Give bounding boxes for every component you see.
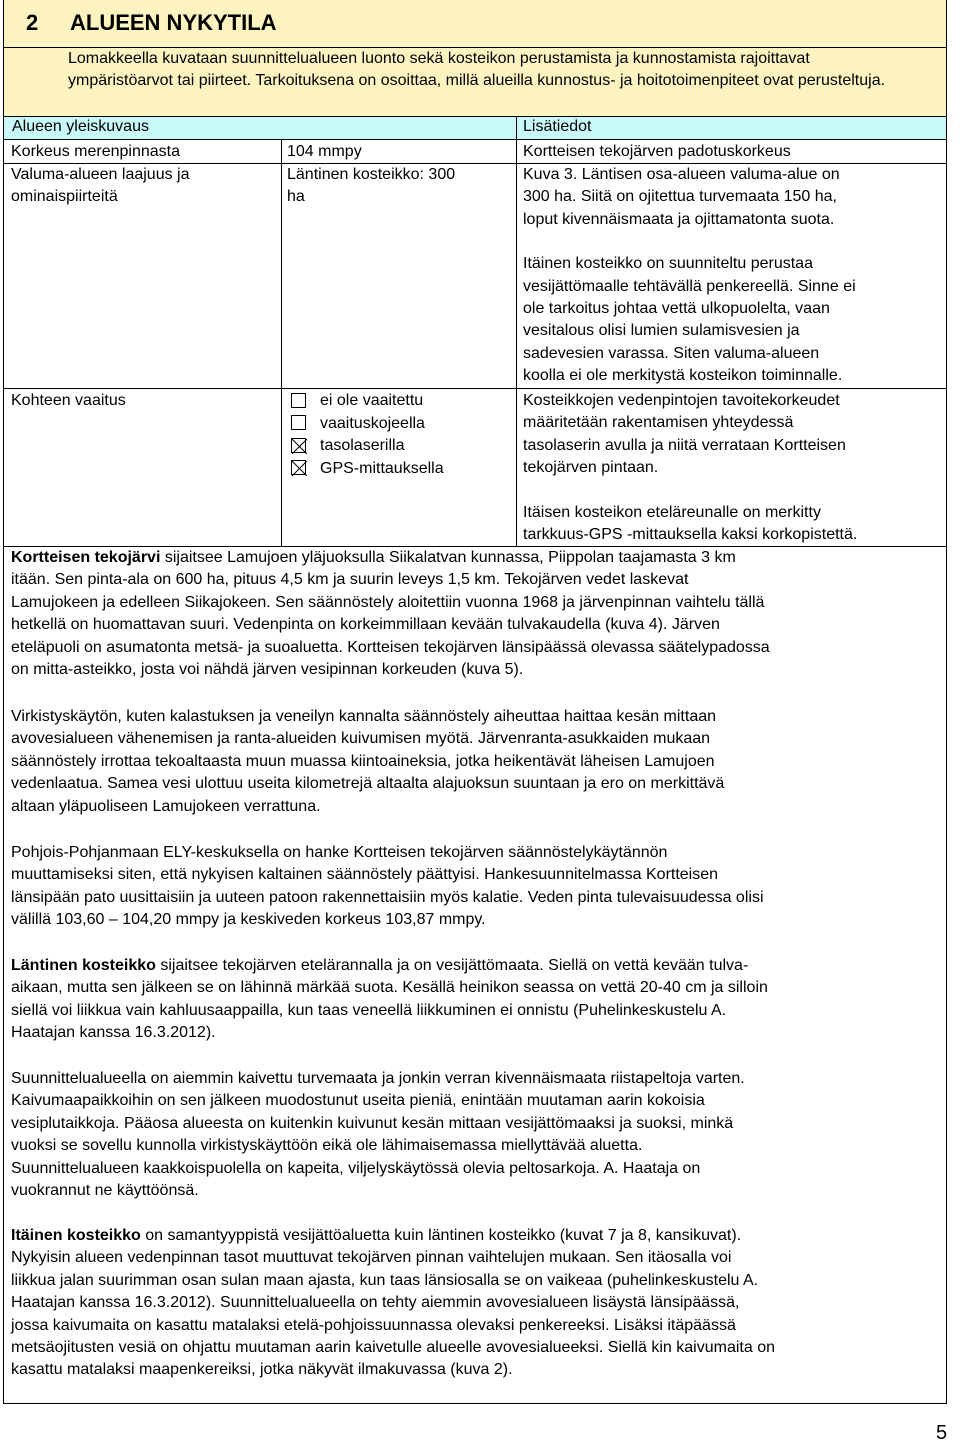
option-label: ei ole vaaitettu: [320, 392, 424, 409]
paragraph-line: Suunnittelualueen kaakkoispuolella on kapeita, viljelyskäytössä olevia peltosarkoja. A. Haataja on: [11, 1159, 701, 1177]
paragraph-line: välillä 103,60 – 104,20 mmpy ja keskiveden korkeus 103,87 mmpy.: [11, 911, 486, 929]
paragraph-line: itään. Sen pinta-ala on 600 ha, pituus 4,5 km ja suurin leveys 1,5 km. Tekojärven vedet laskevat: [11, 571, 689, 589]
paragraph-line: Kaivumaapaikkoihin on sen jälkeen muodostunut useita pieniä, enintään muutaman aarin kokoisia: [11, 1092, 705, 1110]
info-line: koolla ei ole merkitystä kosteikon toiminnalle.: [523, 367, 843, 385]
info-line: Kuva 3. Läntisen osa-alueen valuma-alue on: [523, 166, 840, 183]
info-line: ole tarkoitus johtaa vettä ulkopuolelta, vaan: [523, 300, 830, 318]
option-label: vaaituskojeella: [320, 415, 425, 432]
divider: [4, 116, 946, 117]
paragraph-western-wetland: [11, 955, 941, 1045]
section-title: ALUEEN NYKYTILA: [70, 10, 277, 35]
paragraph-reservoir: [11, 547, 941, 681]
paragraph-line: altaan yläpuoliseen Lamujokeen verrattuna.: [11, 797, 321, 815]
paragraph-line: eteläpuoli on asumatonta metsä- ja suoaluetta. Kortteisen tekojärven länsipäässä olevassa säätelypadossa: [11, 638, 770, 656]
checkbox-laser-level[interactable]: [291, 438, 306, 453]
section-header: [4, 0, 946, 48]
header-left-label: Alueen yleiskuvaus: [12, 118, 149, 135]
checkbox-not-leveled[interactable]: [291, 393, 306, 408]
paragraph-line: Suunnittelualueella on aiemmin kaivettu turvemaata ja jonkin verran kivennäismaata riistapeltoja varten.: [11, 1070, 745, 1087]
info-line: tasolaserin avulla ja niitä verrataan Kortteisen: [523, 436, 846, 454]
paragraph-line: muuttamiseksi siten, että nykyisen kaltainen säännöstely päättyisi. Hankesuunnitelmassa Kortteisen: [11, 866, 719, 884]
requirement-info: [523, 390, 857, 546]
paragraph-line: metsäojitusten vesiä on ohjattu muutaman aarin kaivetulle alueelle avovesialueeksi. Siellä kin kaivumaita on: [11, 1339, 775, 1357]
intro-box: [4, 48, 946, 116]
paragraph-line: vuoksi se sovellu kunnolla virkistyskäyttöön eikä ole lähimaisemassa miellyttävää aluetta.: [11, 1137, 643, 1155]
height-info: Kortteisen tekojärven padotuskorkeus: [523, 143, 791, 160]
info-line: sadevesien varassa. Siten valuma-alueen: [523, 344, 820, 362]
paragraph-line: Virkistyskäytön, kuten kalastuksen ja veneilyn kannalta säännöstely aiheuttaa haittaa kesän mittaan: [11, 708, 717, 725]
paragraph-recreation: [11, 706, 941, 818]
check-x-icon: [292, 439, 307, 454]
requirement-label: Kohteen vaaitus: [11, 392, 126, 409]
paragraph-line: vuokrannut ne käyttöönsä.: [11, 1182, 199, 1200]
paragraph-line: sijaitsee Lamujoen yläjuoksulla Siikalatvan kunnassa, Piippolan taajamasta 3 km: [160, 549, 736, 566]
paragraph-line: vesiplutaikkoja. Pääosa alueesta on kuitenkin kuivunut kesän mittaan vesijättömaaksi ja suoksi, minkä: [11, 1114, 734, 1132]
catchment-value-line: ha: [287, 188, 305, 206]
table-header: [4, 116, 946, 139]
info-line: Itäisen kosteikon eteläreunalle on merkitty: [523, 503, 821, 521]
paragraph-line: Haatajan kanssa 16.3.2012). Suunnittelualueella on tehty aiemmin avovesialueen lisäystä länsipäässä,: [11, 1294, 740, 1312]
divider: [4, 388, 946, 389]
catchment-label-line: Valuma-alueen laajuus ja: [11, 166, 190, 183]
paragraph-line: sijaitsee tekojärven etelärannalla ja on vesijättömaata. Siellä on vettä kevään tulva-: [155, 957, 749, 974]
option-label: GPS-mittauksella: [320, 460, 444, 477]
paragraph-line: Lamujokeen ja edelleen Siikajokeen. Sen säännöstely aloitettiin vuonna 1968 ja järvenpinnan vaihtelu tällä: [11, 593, 765, 611]
column-divider: [516, 116, 517, 546]
section-number: 2: [26, 10, 39, 35]
info-line: Itäinen kosteikko on suunniteltu perustaa: [523, 255, 813, 273]
paragraph-line: jossa kaivumaita on kasattu matalaksi etelä-pohjoissuunnassa olevaksi penkereeksi. Lisäksi itäpäässä: [11, 1316, 736, 1334]
divider: [4, 139, 946, 140]
paragraph-eastern-wetland: [11, 1225, 941, 1382]
info-line: 300 ha. Siitä on ojitettua turvemaata 150 ha,: [523, 188, 837, 206]
paragraph-line: on samantyyppistä vesijättöaluetta kuin läntinen kosteikko (kuvat 7 ja 8, kansikuvat).: [140, 1227, 742, 1244]
paragraph-ely: [11, 842, 941, 932]
info-line: tekojärven pintaan.: [523, 459, 659, 477]
catchment-label: [11, 164, 189, 209]
paragraph-line: on mitta-asteikko, josta voi nähdä järven vesipinnan korkeuden (kuva 5).: [11, 661, 524, 679]
page-number: 5: [936, 1422, 948, 1444]
height-value: 104 mmpy: [287, 143, 362, 160]
catchment-label-line: ominaispiirteitä: [11, 188, 118, 206]
paragraph-line: hetkellä on huomattavan suuri. Vedenpinta on korkeimmillaan kevään tulvakaudella (kuva 4). Järven: [11, 616, 720, 634]
paragraph-line: avovesialueen vähenemisen ja ranta-alueiden kuivumisen myötä. Järvenranta-asukkaiden mukaan: [11, 730, 711, 748]
intro-text: Lomakkeella kuvataan suunnittelualueen luonto sekä kosteikon perustamista ja kunnostamista rajoittavat ympäristöarvot tai piirteet. Tarkoituksena on osoittaa, millä alueilla kunnostus- ja hoitotoimenpiteet ovat perusteltuja.: [68, 50, 886, 90]
info-line: tarkkuus-GPS -mittauksella kaksi korkopistettä.: [523, 526, 858, 544]
catchment-value-line: Läntinen kosteikko: 300: [287, 166, 456, 183]
paragraph-line: siellä voi liikkua vain kahluusaappailla, kun taas veneellä liikkuminen ei onnistu (Puhelinkeskustelu A.: [11, 1001, 727, 1019]
paragraph-line: Pohjois-Pohjanmaan ELY-keskuksella on hanke Kortteisen tekojärven säännöstelykäytännön: [11, 844, 668, 861]
option-label: tasolaserilla: [320, 437, 405, 454]
paragraph-line: kasattu matalaksi maapenkereiksi, jotka näkyvät ilmakuvassa (kuva 2).: [11, 1361, 513, 1379]
checkbox-gps[interactable]: [291, 460, 306, 475]
paragraph-line: länsipään pato uusittaisiin ja uuteen patoon rakennettaisiin myös kalatie. Veden pinta tulevaisuudessa olisi: [11, 888, 764, 906]
info-line: määritetään rakentamisen yhteydessä: [523, 414, 794, 432]
paragraph-line: vedenlaatua. Samea vesi ulottuu useita kilometrejä altaalta alajuoksun suuntaan ja ero on merkittävä: [11, 775, 725, 793]
paragraph-line: Nykyisin alueen vedenpinnan tasot muuttuvat tekojärven pinnan vaihtelujen mukaan. Sen itäosalla voi: [11, 1249, 732, 1267]
paragraph-line: Haatajan kanssa 16.3.2012).: [11, 1024, 216, 1042]
paragraph-lead: Kortteisen tekojärvi: [11, 549, 161, 566]
paragraph-planning-area: [11, 1068, 941, 1202]
info-line: Kosteikkojen vedenpintojen tavoitekorkeudet: [523, 392, 840, 409]
paragraph-lead: Läntinen kosteikko: [11, 957, 156, 974]
paragraph-line: aikaan, mutta sen jälkeen se on lähinnä märkää suota. Kesällä heinikon seassa on vettä 20-40 cm ja silloin: [11, 979, 768, 997]
paragraph-line: liikkua jalan suurimman osan sulan maan ajasta, kun taas länsiosalla se on vaikeaa (puhelinkeskustelu A.: [11, 1271, 759, 1289]
catchment-value: [287, 164, 455, 209]
height-label: Korkeus merenpinnasta: [11, 143, 180, 160]
catchment-info: [523, 164, 856, 388]
checkbox-leveling-instrument[interactable]: [291, 415, 306, 430]
info-line: loput kivennäismaata ja ojittamatonta suota.: [523, 210, 835, 228]
paragraph-line: säännöstely irrottaa tekoaltaasta muun muassa kiintoaineksia, jotka heikentävät läheisen Lamujoen: [11, 752, 715, 770]
column-divider: [281, 139, 282, 546]
check-x-icon: [292, 461, 307, 476]
paragraph-lead: Itäinen kosteikko: [11, 1227, 141, 1244]
info-line: vesijättömaalle tehtävällä penkereellä. Sinne ei: [523, 277, 856, 295]
header-right-label: Lisätiedot: [523, 118, 592, 135]
info-line: vesitalous olisi lumien sulamisvesien ja: [523, 322, 800, 340]
